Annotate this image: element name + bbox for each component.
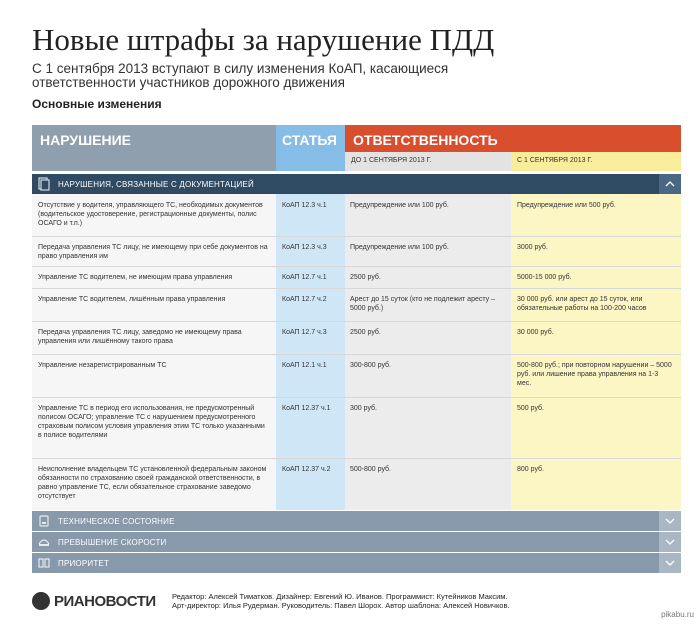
category-label: ТЕХНИЧЕСКОЕ СОСТОЯНИЕ [58,517,175,526]
car-condition-icon [37,514,51,528]
violation-cell: Отсутствие у водителя, управляющего ТС, необходимых документов (водительское удостоверение, регистрационные документы, полис ОСАГО и т.п.) [38,202,263,227]
article-cell: КоАП 12.37 ч.2 [282,466,331,473]
before-cell: Предупреждение или 100 руб. [350,202,449,209]
article-cell: КоАП 12.3 ч.1 [282,202,327,209]
table-row [32,354,681,398]
header-violation: НАРУШЕНИЕ [32,125,276,171]
after-cell: 500-800 руб.; при повторном нарушении – 5000 руб. или лишение права управления на 1-3 мес. [517,362,672,387]
violation-cell: Неисполнение владельцем ТС установленной федеральным законом обязанности по страхованию своей гражданской ответственности, в равно управление ТС, если обязательное страхование заведомо отсутствует [38,466,267,500]
violation-cell: Управление ТС водителем, не имеющим права управления [38,274,233,281]
table-row [32,397,681,459]
credits-line: Арт-директор: Илья Рудерман. Руководитель: Павел Шорох. Автор шаблона: Алексей Новичков. [172,601,510,610]
after-cell: 800 руб. [517,466,544,473]
chevron-down-icon[interactable] [659,532,681,552]
header-after-date: С 1 СЕНТЯБРЯ 2013 Г. [511,152,681,171]
after-cell: 5000-15 000 руб. [517,274,572,281]
table-row [32,236,681,267]
section-heading: Основные изменения [32,97,162,111]
documents-icon [37,177,51,191]
before-cell: Предупреждение или 100 руб. [350,244,449,251]
credits-line: Редактор: Алексей Тиматков. Дизайнер: Евгений Ю. Иванов. Программист: Кутейников Максим. [172,592,508,601]
priority-icon [37,556,51,570]
violation-cell: Передача управления ТС лицу, не имеющему при себе документов на право управления им [38,244,268,260]
table-row [32,266,681,289]
category-priority[interactable] [32,553,681,573]
after-cell: Предупреждение или 500 руб. [517,202,616,209]
header-responsibility: ОТВЕТСТВЕННОСТЬ [345,125,681,152]
header-article: СТАТЬЯ [276,125,345,171]
after-cell: 30 000 руб. или арест до 15 суток, или обязательные работы на 100-200 часов [517,296,647,312]
header-before-date: ДО 1 СЕНТЯБРЯ 2013 Г. [345,152,511,171]
globe-icon [32,592,50,610]
page-title: Новые штрафы за нарушение ПДД [32,22,495,57]
before-cell: 300 руб. [350,405,377,412]
article-cell: КоАП 12.7 ч.3 [282,329,327,336]
category-documents[interactable] [32,174,681,194]
article-cell: КоАП 12.7 ч.1 [282,274,327,281]
watermark: pikabu.ru [661,610,694,619]
chevron-down-icon[interactable] [659,511,681,531]
before-cell: 300-800 руб. [350,362,391,369]
after-cell: 500 руб. [517,405,544,412]
credits [172,592,510,610]
table-row [32,321,681,355]
category-speeding[interactable] [32,532,681,552]
table-row [32,458,681,511]
violation-cell: Управление ТС в период его использования, не предусмотренный полисом ОСАГО; управление ТС с нарушением предусмотренного страховым полисом условия управления этим ТС только указанными в полисе водителями [38,405,265,439]
chevron-down-icon[interactable] [659,553,681,573]
violation-cell: Передача управления ТС лицу, заведомо не имеющему права управления или лишённому такого права [38,329,242,345]
table-row [32,194,681,237]
violation-cell: Управление ТС водителем, лишённым права управления [38,296,226,303]
logo-text: РИАНОВОСТИ [54,593,156,610]
violation-cell: Управление незарегистрированным ТС [38,362,167,369]
table-row [32,288,681,322]
before-cell: 2500 руб. [350,274,381,281]
category-label: НАРУШЕНИЯ, СВЯЗАННЫЕ С ДОКУМЕНТАЦИЕЙ [58,180,254,189]
speed-icon [37,535,51,549]
article-cell: КоАП 12.37 ч.1 [282,405,331,412]
category-label: ПРИОРИТЕТ [58,559,110,568]
after-cell: 30 000 руб. [517,329,554,336]
page-subtitle: С 1 сентября 2013 вступают в силу изменения КоАП, касающиеся ответственности участников дорожного движения [32,61,449,90]
category-technical-condition[interactable] [32,511,681,531]
article-cell: КоАП 12.1 ч.1 [282,362,327,369]
article-cell: КоАП 12.3 ч.3 [282,244,327,251]
category-label: ПРЕВЫШЕНИЕ СКОРОСТИ [58,538,167,547]
chevron-up-icon[interactable] [659,174,681,194]
article-cell: КоАП 12.7 ч.2 [282,296,327,303]
before-cell: 500-800 руб. [350,466,391,473]
before-cell: Арест до 15 суток (кто не подлежит аресту – 5000 руб.) [350,296,495,312]
after-cell: 3000 руб. [517,244,548,251]
before-cell: 2500 руб. [350,329,381,336]
